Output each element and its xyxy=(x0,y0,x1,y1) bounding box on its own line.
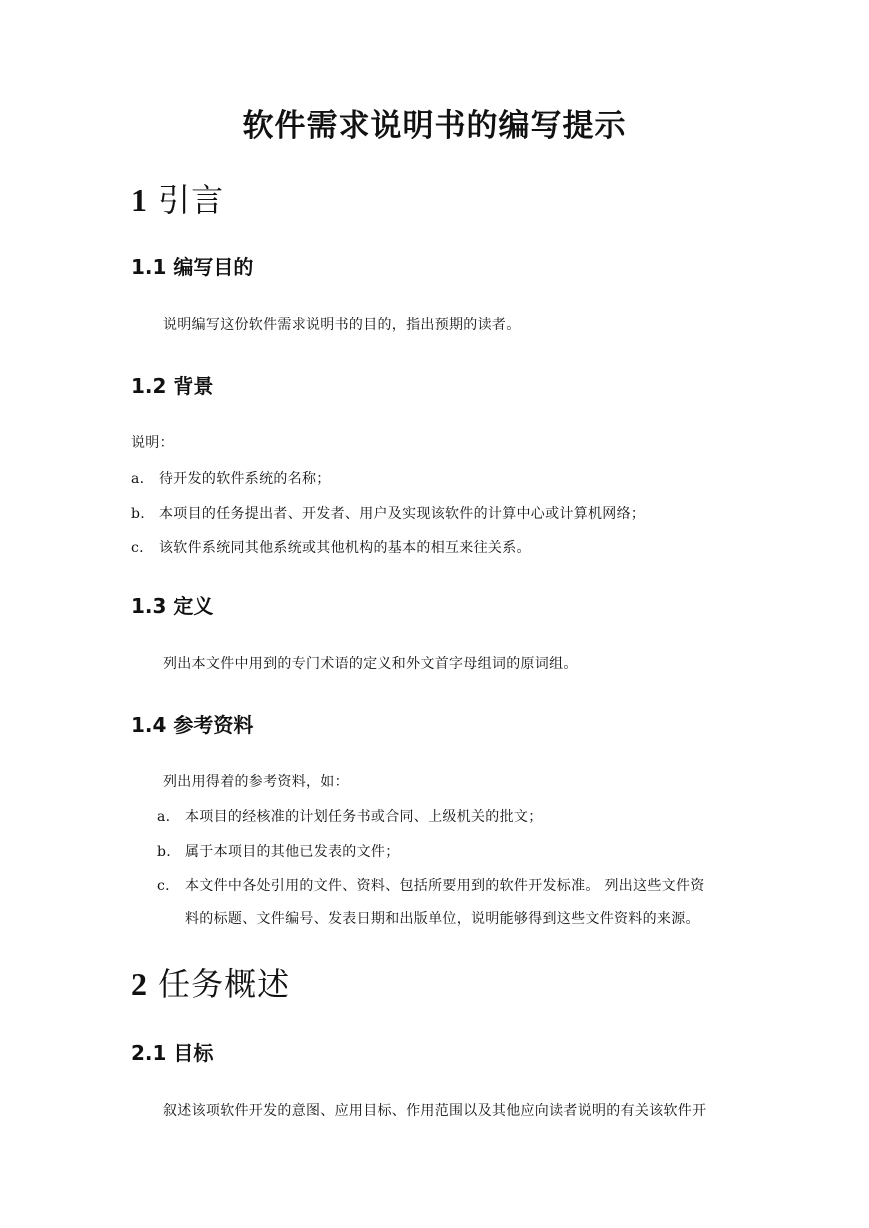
section-title: 任务概述 xyxy=(158,965,291,1003)
list-item xyxy=(157,842,400,862)
paragraph-1-2-intro: 说明： xyxy=(131,435,174,451)
list-item xyxy=(131,538,531,558)
list-item-continuation: 料的标题、文件编号、发表日期和出版单位，说明能够得到这些文件资料的来源。 xyxy=(185,911,700,927)
section-number: 2 xyxy=(131,966,147,1002)
subsection-heading-2-1: 2.1 目标 xyxy=(131,1041,214,1065)
subsection-heading-1-4: 1.4 参考资料 xyxy=(131,713,254,737)
list-item-text: 本项目的任务提出者、开发者、用户及实现该软件的计算中心或计算机网络； xyxy=(159,506,646,522)
list-marker: a. xyxy=(157,809,171,825)
section-heading-2 xyxy=(131,962,290,1006)
list-marker: c. xyxy=(131,540,144,556)
list-item xyxy=(131,469,331,489)
list-marker: b. xyxy=(131,506,146,522)
section-heading-1 xyxy=(131,178,224,222)
list-marker: a. xyxy=(131,471,145,487)
list-item-text: 该软件系统同其他系统或其他机构的基本的相互来往关系。 xyxy=(159,540,531,556)
subsection-heading-1-3: 1.3 定义 xyxy=(131,594,214,618)
paragraph-1-1: 说明编写这份软件需求说明书的目的，指出预期的读者。 xyxy=(163,317,521,333)
list-marker: c. xyxy=(157,878,170,894)
document-title: 软件需求说明书的编写提示 xyxy=(242,108,627,144)
subsection-heading-1-1: 1.1 编写目的 xyxy=(131,255,254,279)
subsection-heading-1-2: 1.2 背景 xyxy=(131,374,214,398)
list-item-text: 待开发的软件系统的名称； xyxy=(159,471,331,487)
list-item xyxy=(157,876,705,896)
section-title: 引言 xyxy=(158,181,225,219)
paragraph-1-3: 列出本文件中用到的专门术语的定义和外文首字母组词的原词组。 xyxy=(163,656,578,672)
paragraph-1-4-intro: 列出用得着的参考资料，如： xyxy=(163,774,349,790)
list-item-text: 属于本项目的其他已发表的文件； xyxy=(185,844,400,860)
list-item xyxy=(157,807,543,827)
paragraph-2-1: 叙述该项软件开发的意图、应用目标、作用范围以及其他应向读者说明的有关该软件开 xyxy=(163,1103,707,1119)
list-item xyxy=(131,504,645,524)
list-marker: b. xyxy=(157,844,172,860)
section-number: 1 xyxy=(131,182,147,218)
list-item-text: 本项目的经核准的计划任务书或合同、上级机关的批文； xyxy=(185,809,543,825)
list-item-text: 本文件中各处引用的文件、资料、包括所要用到的软件开发标准。 列出这些文件资 xyxy=(185,878,705,894)
